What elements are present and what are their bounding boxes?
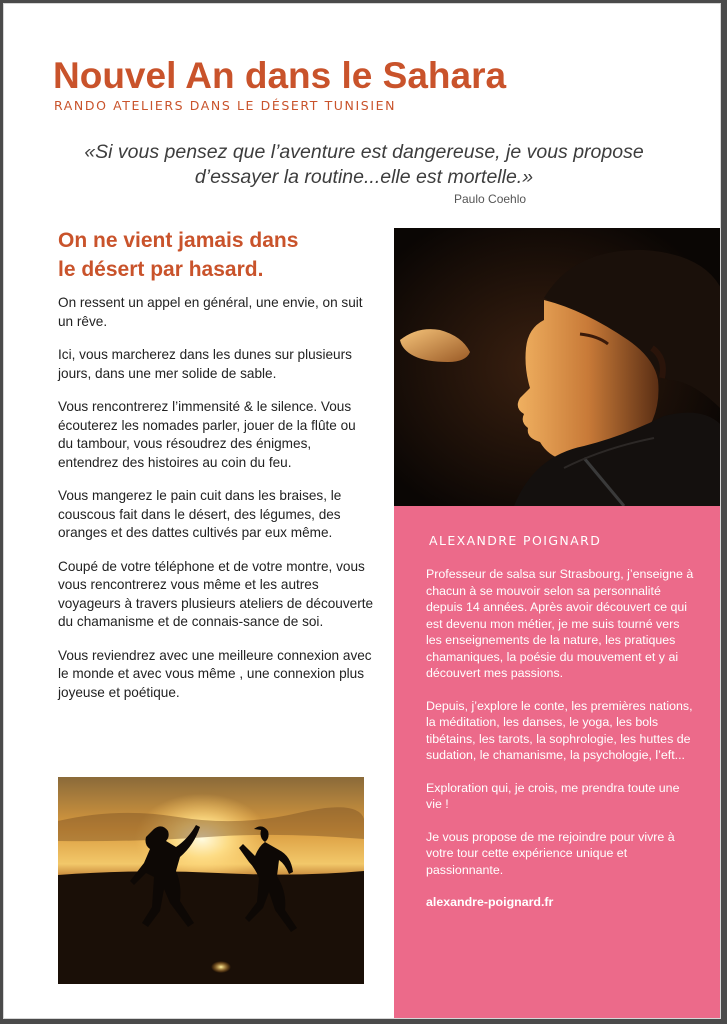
profile-text (426, 566, 696, 911)
lead-heading (58, 226, 358, 284)
sunset-photo (58, 777, 364, 984)
body-paragraph: On ressent un appel en général, une envie, on suit un rêve. (58, 295, 363, 329)
body-text (58, 294, 374, 717)
quote-author: Paulo Coehlo (454, 192, 527, 206)
body-paragraph: Vous rencontrerez l’immensité & le silence. Vous écouterez les nomades parler, jouer de la flûte ou du tambour, vous résoudrez des énigmes, entendrez des histoires au coin du feu. (58, 399, 356, 470)
profile-paragraph: Exploration qui, je crois, me prendra toute une vie ! (426, 780, 680, 811)
brochure-page (3, 3, 721, 1019)
profile-name: ALEXANDRE POIGNARD (429, 533, 602, 548)
quote-line-1: «Si vous pensez que l’aventure est dangereuse, je vous propose (84, 141, 644, 163)
profile-paragraph: Je vous propose de me rejoindre pour vivre à votre tour cette expérience unique et passionnante. (426, 829, 675, 877)
body-paragraph: Vous reviendrez avec une meilleure connexion avec le monde et avec vous même , une connexion plus joyeuse et poétique. (58, 647, 372, 700)
profile-paragraph: Depuis, j’explore le conte, les premières nations, la méditation, les danses, le yoga, les bols tibétains, les tarots, la sophrologie, les huttes de sudation, le chamanisme, la psychologie, l’eft... (426, 698, 693, 762)
page-subtitle: RANDO ATELIERS DANS LE DÉSERT TUNISIEN (54, 98, 397, 113)
profile-paragraph: Professeur de salsa sur Strasbourg, j’enseigne à chacun à se mouvoir selon sa personnalité depuis 14 années. Après avoir découvert ce qui est devenu mon métier, je me suis tourné vers les enseignements de la nature, les pratiques chamaniques, la poésie du mouvement et y ai découvert mes passions. (426, 567, 694, 680)
body-paragraph: Vous mangerez le pain cuit dans les braises, le couscous fait dans le désert, des légumes, des oranges et des dattes cultivés par eux même. (58, 488, 342, 540)
profile-panel (394, 506, 721, 1019)
page-title: Nouvel An dans le Sahara (53, 55, 507, 96)
lead-line-1: On ne vient jamais dans (58, 229, 299, 252)
website-link[interactable]: alexandre-poignard.fr (426, 895, 554, 909)
quote-line-2: d’essayer la routine...elle est mortelle.» (194, 166, 534, 188)
body-paragraph: Coupé de votre téléphone et de votre montre, vous vous rencontrerez vous même et les autres voyageurs à travers plusieurs ateliers de découverte du chamanisme et de connais-sance de soi. (58, 558, 374, 629)
quote-block (44, 140, 684, 190)
body-paragraph: Ici, vous marcherez dans les dunes sur plusieurs jours, dans une mer solide de sable. (58, 347, 352, 381)
portrait-photo (394, 228, 721, 506)
lead-line-2: le désert par hasard. (58, 258, 264, 281)
